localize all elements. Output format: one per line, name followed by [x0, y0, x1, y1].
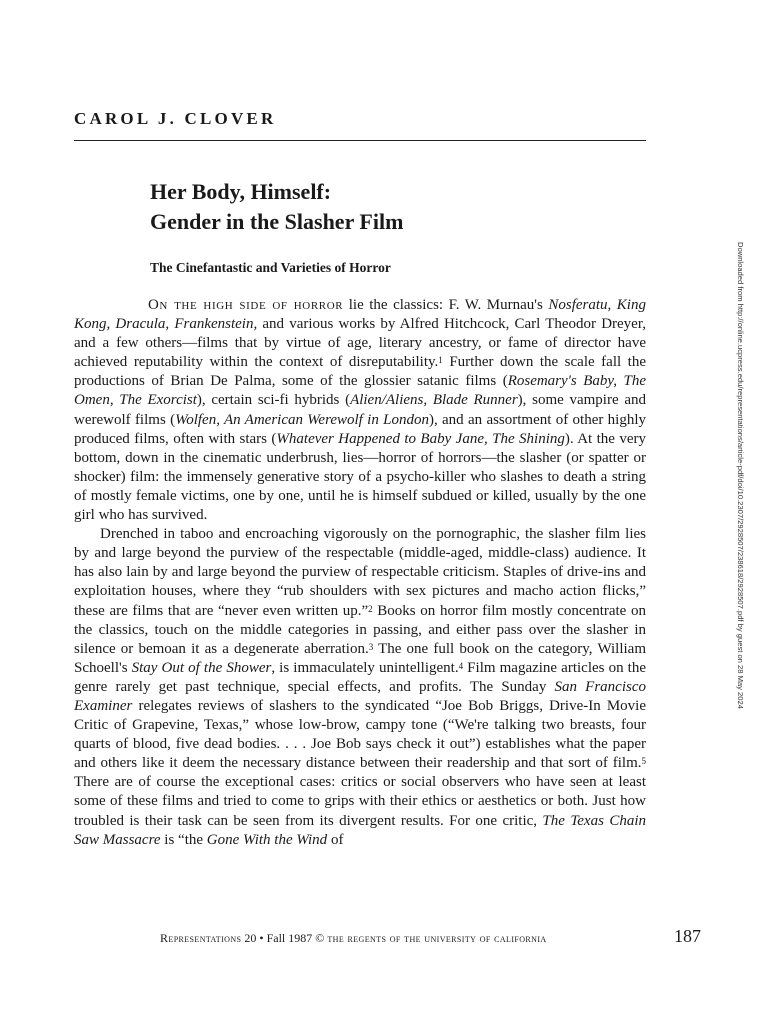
text-run: relegates reviews of slashers to the syndicated “Joe Bob Briggs, Drive-In Movie Critic of Grapevine, Texas,” whose low-brow, campy tone (“We're talking two breasts, four quarts of blood, five dead bodies. . . . Joe Bob says check it out”) establishes what the paper and others like it deem the necessary distance between their readership and that sort of film. [74, 697, 646, 772]
page-number: 187 [674, 926, 701, 946]
text-run: of [327, 831, 344, 848]
text-run: lie the classics: F. W. Murnau's [343, 297, 549, 313]
section-heading: The Cinefantastic and Varieties of Horror [150, 260, 391, 275]
footnote-ref[interactable]: 4 [458, 660, 464, 671]
header-rule [74, 140, 646, 141]
title-line-2: Gender in the Slasher Film [150, 209, 404, 234]
paragraph-2 [74, 525, 646, 850]
page-footer [160, 931, 547, 946]
text-run: Books on horror film mostly concentrate on the classics, touch on the middle categories in passing, and either pass over the slasher in silence or bemoan it as a degenerate aberration. [74, 602, 646, 657]
publisher: the regents of the university of california [327, 931, 547, 945]
footnote-ref[interactable]: 3 [368, 641, 374, 652]
text-run: is “the [160, 831, 207, 848]
body-text [74, 296, 646, 850]
book-title: Stay Out of the Shower [131, 659, 272, 676]
film-titles: Wolfen, An American Werewolf in London [175, 411, 429, 428]
text-run: ), and an assortment of other highly produced films, often with stars ( [74, 411, 646, 447]
article-title [150, 177, 403, 237]
title-line-1: Her Body, Himself: [150, 179, 332, 204]
film-titles: Rosemary's Baby, The Omen, The Exorcist [74, 373, 646, 409]
text-run: ). At the very bottom, down in the cinematic underbrush, lies—horror of horrors—the slasher (or spatter or shocker) film: the immensely generative story of a psycho-killer who slashes to death a string of mostly female victims, one by one, until he is himself subdued or killed, usually by the one girl who has survived. [74, 430, 647, 524]
lead-in: On the high side of horror [148, 297, 344, 313]
download-watermark[interactable]: Downloaded from http://online.ucpress.edu/representations/article-pdf/doi/10.2307/2928507/238618/2928507.pdf by guest on 28 May 2024 [736, 242, 745, 709]
text-run: Further down the scale fall the productions of Brian De Palma, some of the glossier satanic films ( [74, 354, 647, 390]
text-run: ), some vampire and werewolf films ( [74, 392, 646, 428]
text-run: Drenched in taboo and encroaching vigorously on the pornographic, the slasher film lies by and large beyond the purview of the respectable (middle-aged, middle-class) audience. It has also lain by and large beyond the purview of respectable criticism. Staples of drive-ins and exploitation houses, where they “rub shoulders with sex pictures and macho action flicks,” these are films that are “never even written up.” [74, 526, 646, 619]
text-run: , is immaculately unintelligent. [271, 659, 459, 676]
footnote-ref[interactable]: 5 [641, 756, 646, 767]
film-title: The Texas Chain Saw Massacre [74, 812, 646, 848]
footnote-ref[interactable]: 2 [368, 603, 373, 614]
newspaper-title: San Francisco Examiner [74, 678, 646, 714]
issue-info: 20 • Fall 1987 © [241, 931, 328, 945]
author-name: CAROL J. CLOVER [74, 109, 277, 128]
text-run: Film magazine articles on the genre rarely get past technique, special effects, and profits. The Sunday [74, 659, 647, 695]
text-run: There are of course the exceptional cases: critics or social observers who have seen at least some of these films and tried to come to grips with their ethics or aesthetics or both. Just how troubled is their task can be seen from its divergent results. For one critic, [74, 774, 646, 829]
text-run: and various works by Alfred Hitchcock, Carl Theodor Dreyer, and a few others—films that by virtue of age, literary ancestry, or fame of director have achieved reputability within the context of disreputability. [74, 316, 646, 371]
film-titles: Whatever Happened to Baby Jane, The Shining [276, 430, 565, 447]
text-run: The one full book on the category, William Schoell's [74, 640, 646, 676]
film-title: Gone With the Wind [206, 831, 328, 848]
paragraph-1 [74, 296, 646, 525]
film-titles: Nosferatu, King Kong, Dracula, Frankenstein, [74, 297, 646, 333]
film-titles: Alien/Aliens, Blade Runner [350, 392, 518, 409]
text-run: ), certain sci-fi hybrids ( [196, 392, 351, 409]
footnote-ref[interactable]: 1 [438, 355, 443, 366]
journal-name: Representations [160, 931, 242, 945]
